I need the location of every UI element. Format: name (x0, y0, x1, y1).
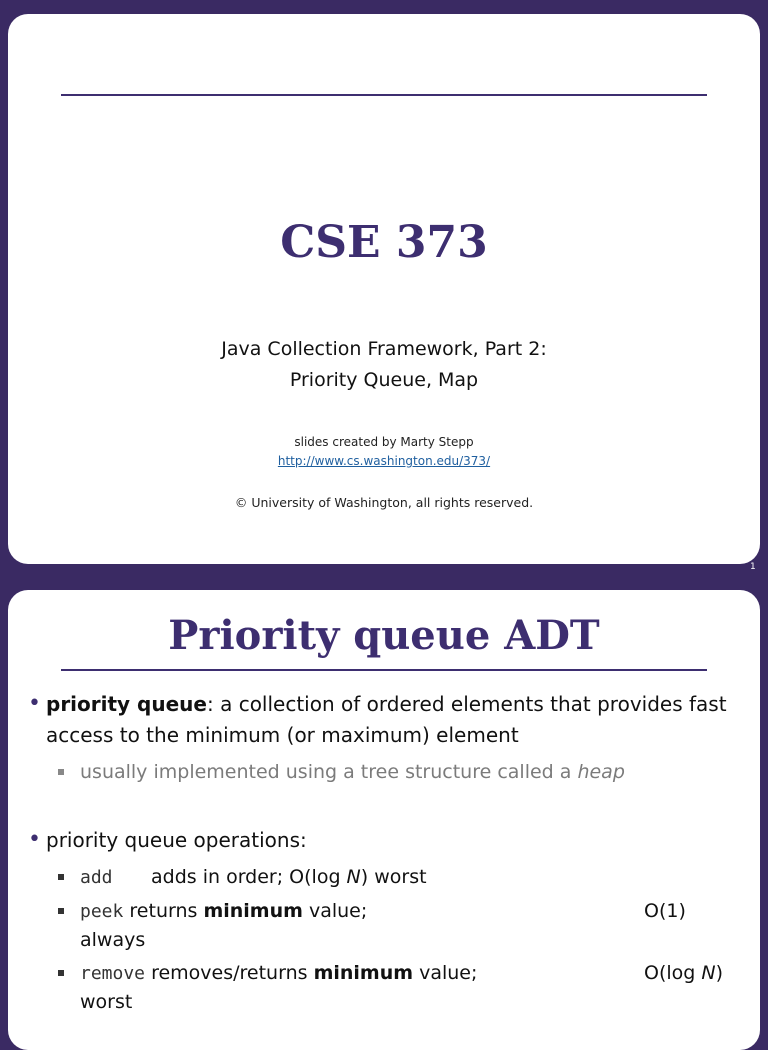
bullet-dot-icon: • (28, 691, 41, 716)
subtitle-line-2: Priority Queue, Map (289, 369, 479, 391)
content-slide (8, 590, 760, 1050)
course-title: CSE 373 (280, 217, 488, 268)
title-slide (8, 14, 760, 564)
op-desc-bold: minimum (203, 900, 303, 922)
op-name: peek (80, 901, 124, 922)
square-bullet-icon (58, 874, 64, 880)
op-desc-bold: minimum (313, 962, 414, 984)
op-desc: returns (129, 900, 204, 922)
definition-line-2: access to the minimum (or maximum) element (46, 723, 519, 747)
heap-italic: heap (577, 761, 625, 783)
lecture-subtitle (8, 334, 760, 396)
term-bold: priority queue (46, 692, 207, 716)
op-wrap: always (80, 929, 146, 951)
op-desc: adds in order; O(log (151, 866, 347, 888)
slide-title: Priority queue ADT (168, 612, 600, 659)
heap-text: usually implemented using a tree structure called a (80, 761, 578, 783)
op-cost-b: ) (715, 962, 724, 984)
op-desc-n: N (346, 866, 361, 888)
op-name: add (80, 867, 113, 888)
title-rule (61, 669, 707, 671)
credit-text: slides created by Marty Stepp (294, 435, 474, 449)
bullet-dot-icon: • (28, 827, 41, 852)
op-cost-a: O(log (644, 962, 702, 984)
op-wrap: worst (80, 991, 133, 1013)
op-cost: O(1) (644, 900, 686, 922)
op-name: remove (80, 963, 146, 984)
operations-heading: priority queue operations: (46, 828, 307, 852)
slide-number: 1 (750, 562, 756, 572)
op-desc-end: ) worst (360, 866, 427, 888)
square-bullet-icon (58, 970, 64, 976)
op-cost (644, 959, 723, 987)
course-link[interactable]: http://www.cs.washington.edu/373/ (277, 454, 491, 468)
op-desc: removes/returns (151, 962, 314, 984)
op-desc-end: value; (302, 900, 368, 922)
square-bullet-icon (58, 769, 64, 775)
credit-block (8, 433, 760, 471)
copyright-text: © University of Washington, all rights reserved. (234, 495, 534, 510)
definition-line-1: : a collection of ordered elements that provides fast (206, 692, 727, 716)
subtitle-line-1: Java Collection Framework, Part 2: (221, 338, 547, 360)
op-desc-end: value; (413, 962, 478, 984)
square-bullet-icon (58, 908, 64, 914)
op-cost-n: N (701, 962, 716, 984)
header-rule (61, 94, 707, 96)
